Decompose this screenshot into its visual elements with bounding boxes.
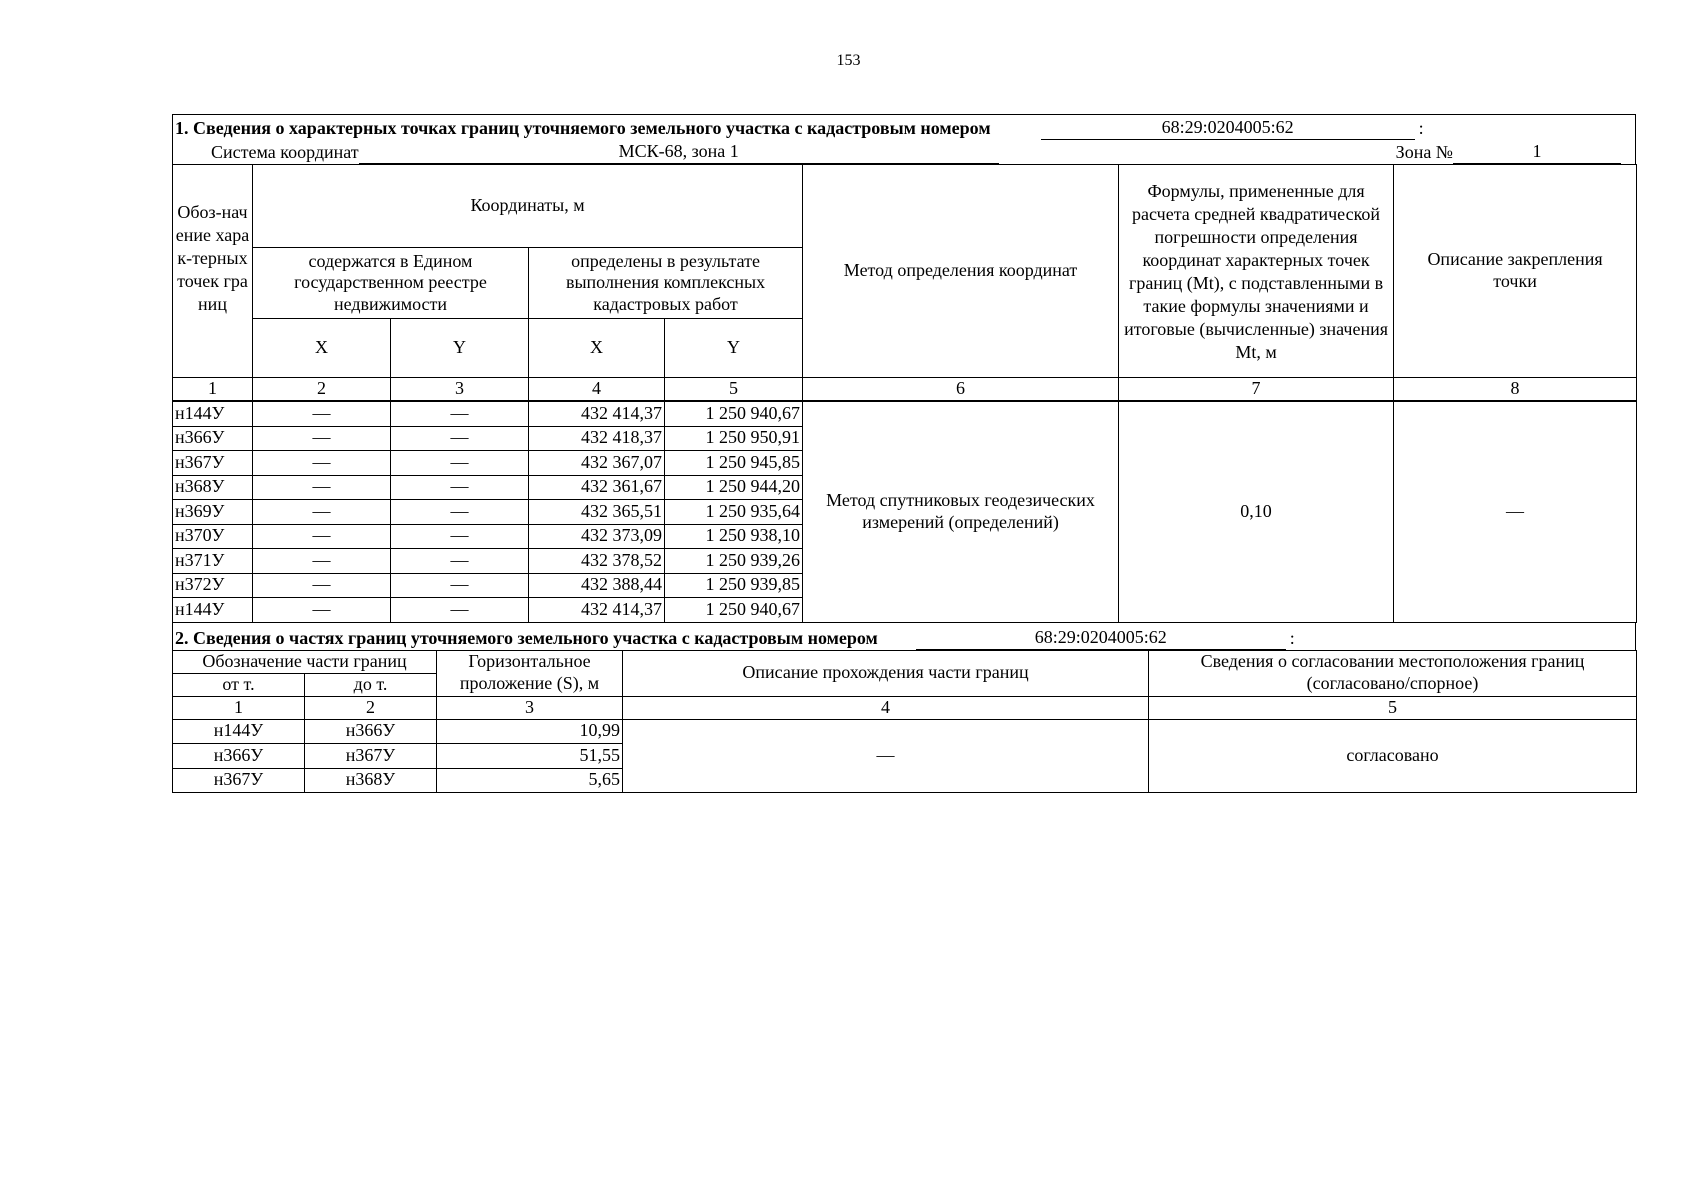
x-egrn: —	[253, 598, 391, 623]
col-number: 1	[173, 696, 305, 719]
x-kkr: 432 388,44	[529, 573, 665, 598]
mt-value: 0,10	[1119, 401, 1394, 622]
x-egrn: —	[253, 524, 391, 549]
header-fixing: Описание закрепления точки	[1394, 165, 1637, 378]
section1-header	[172, 114, 1636, 164]
section2-title: 2. Сведения о частях границ уточняемого земельного участка с кадастровым номером	[175, 627, 878, 648]
header-egrn: содержатся в Едином государственном реестре недвижимости	[253, 248, 529, 319]
col-number: 5	[1149, 696, 1637, 719]
part-from: н367У	[173, 768, 305, 793]
part-from: н366У	[173, 744, 305, 769]
col-number: 2	[253, 378, 391, 402]
fixing-value: —	[1394, 401, 1637, 622]
y-egrn: —	[391, 598, 529, 623]
table-row	[173, 719, 1637, 744]
y-egrn: —	[391, 426, 529, 451]
header-x1: X	[253, 319, 391, 378]
col-number: 6	[803, 378, 1119, 402]
x-kkr: 432 365,51	[529, 500, 665, 525]
x-kkr: 432 378,52	[529, 549, 665, 574]
x-egrn: —	[253, 451, 391, 476]
point-name: н366У	[173, 426, 253, 451]
x-kkr: 432 367,07	[529, 451, 665, 476]
col-number: 3	[391, 378, 529, 402]
header-from: от т.	[173, 673, 305, 696]
col-number: 8	[1394, 378, 1637, 402]
x-egrn: —	[253, 573, 391, 598]
y-egrn: —	[391, 573, 529, 598]
part-to: н368У	[305, 768, 437, 793]
header-horizontal: Горизонтальное проложение (S), м	[437, 650, 623, 696]
point-name: н367У	[173, 451, 253, 476]
y-kkr: 1 250 935,64	[665, 500, 803, 525]
part-from: н144У	[173, 719, 305, 744]
parts-table	[172, 650, 1637, 794]
x-egrn: —	[253, 549, 391, 574]
agreement-value: согласовано	[1149, 719, 1637, 793]
point-name: н370У	[173, 524, 253, 549]
description-value: —	[623, 719, 1149, 793]
points-table	[172, 164, 1637, 623]
header-to: до т.	[305, 673, 437, 696]
zone-value: 1	[1453, 141, 1621, 164]
y-egrn: —	[391, 524, 529, 549]
y-kkr: 1 250 940,67	[665, 598, 803, 623]
section1-cadastral-number: 68:29:0204005:62	[1041, 117, 1415, 140]
y-egrn: —	[391, 549, 529, 574]
method-value: Метод спутниковых геодезических измерений (определений)	[803, 401, 1119, 622]
col-number: 7	[1119, 378, 1394, 402]
section2-cadastral-number: 68:29:0204005:62	[916, 627, 1286, 650]
x-kkr: 432 361,67	[529, 475, 665, 500]
x-egrn: —	[253, 426, 391, 451]
header-y2: Y	[665, 319, 803, 378]
coord-system-value: МСК-68, зона 1	[359, 141, 999, 164]
point-name: н144У	[173, 598, 253, 623]
col-number: 3	[437, 696, 623, 719]
col-number: 4	[529, 378, 665, 402]
y-kkr: 1 250 950,91	[665, 426, 803, 451]
header-kkr: определены в результате выполнения комплексных кадастровых работ	[529, 248, 803, 319]
header-y1: Y	[391, 319, 529, 378]
y-egrn: —	[391, 401, 529, 426]
zone-label: Зона №	[1395, 142, 1453, 163]
y-kkr: 1 250 939,26	[665, 549, 803, 574]
document	[172, 114, 1636, 793]
col-number: 5	[665, 378, 803, 402]
point-name: н371У	[173, 549, 253, 574]
y-egrn: —	[391, 451, 529, 476]
x-egrn: —	[253, 475, 391, 500]
y-kkr: 1 250 939,85	[665, 573, 803, 598]
y-kkr: 1 250 945,85	[665, 451, 803, 476]
point-name: н144У	[173, 401, 253, 426]
point-name: н372У	[173, 573, 253, 598]
header-designation: Обоз-начение харак-терных точек границ	[173, 165, 253, 378]
part-length: 10,99	[437, 719, 623, 744]
y-kkr: 1 250 938,10	[665, 524, 803, 549]
header-formulas: Формулы, примененные для расчета средней квадратической погрешности определения координат характерных точек границ (Mt), с подставленными в такие формулы значениями и итоговые (вычисленные) значения Mt, м	[1119, 165, 1394, 378]
x-egrn: —	[253, 500, 391, 525]
y-kkr: 1 250 944,20	[665, 475, 803, 500]
part-to: н367У	[305, 744, 437, 769]
point-name: н369У	[173, 500, 253, 525]
col-number: 1	[173, 378, 253, 402]
x-kkr: 432 418,37	[529, 426, 665, 451]
header-agreement: Сведения о согласовании местоположения границ (согласовано/спорное)	[1149, 650, 1637, 696]
x-kkr: 432 414,37	[529, 598, 665, 623]
header-description: Описание прохождения части границ	[623, 650, 1149, 696]
page-number: 153	[836, 52, 861, 69]
x-egrn: —	[253, 401, 391, 426]
section2-colon: :	[1289, 627, 1295, 648]
header-method: Метод определения координат	[803, 165, 1119, 378]
header-x2: X	[529, 319, 665, 378]
table-row	[173, 401, 1637, 426]
section1-colon: :	[1418, 118, 1424, 139]
col-number: 2	[305, 696, 437, 719]
x-kkr: 432 414,37	[529, 401, 665, 426]
section1-title: 1. Сведения о характерных точках границ уточняемого земельного участка с кадастровым номером	[175, 118, 991, 139]
y-egrn: —	[391, 500, 529, 525]
section2-header	[172, 623, 1636, 650]
point-name: н368У	[173, 475, 253, 500]
part-length: 51,55	[437, 744, 623, 769]
part-to: н366У	[305, 719, 437, 744]
header-part-designation: Обозначение части границ	[173, 650, 437, 673]
header-coords: Координаты, м	[253, 165, 803, 248]
x-kkr: 432 373,09	[529, 524, 665, 549]
col-number: 4	[623, 696, 1149, 719]
coord-system-label: Система координат	[211, 142, 359, 163]
y-egrn: —	[391, 475, 529, 500]
y-kkr: 1 250 940,67	[665, 401, 803, 426]
part-length: 5,65	[437, 768, 623, 793]
